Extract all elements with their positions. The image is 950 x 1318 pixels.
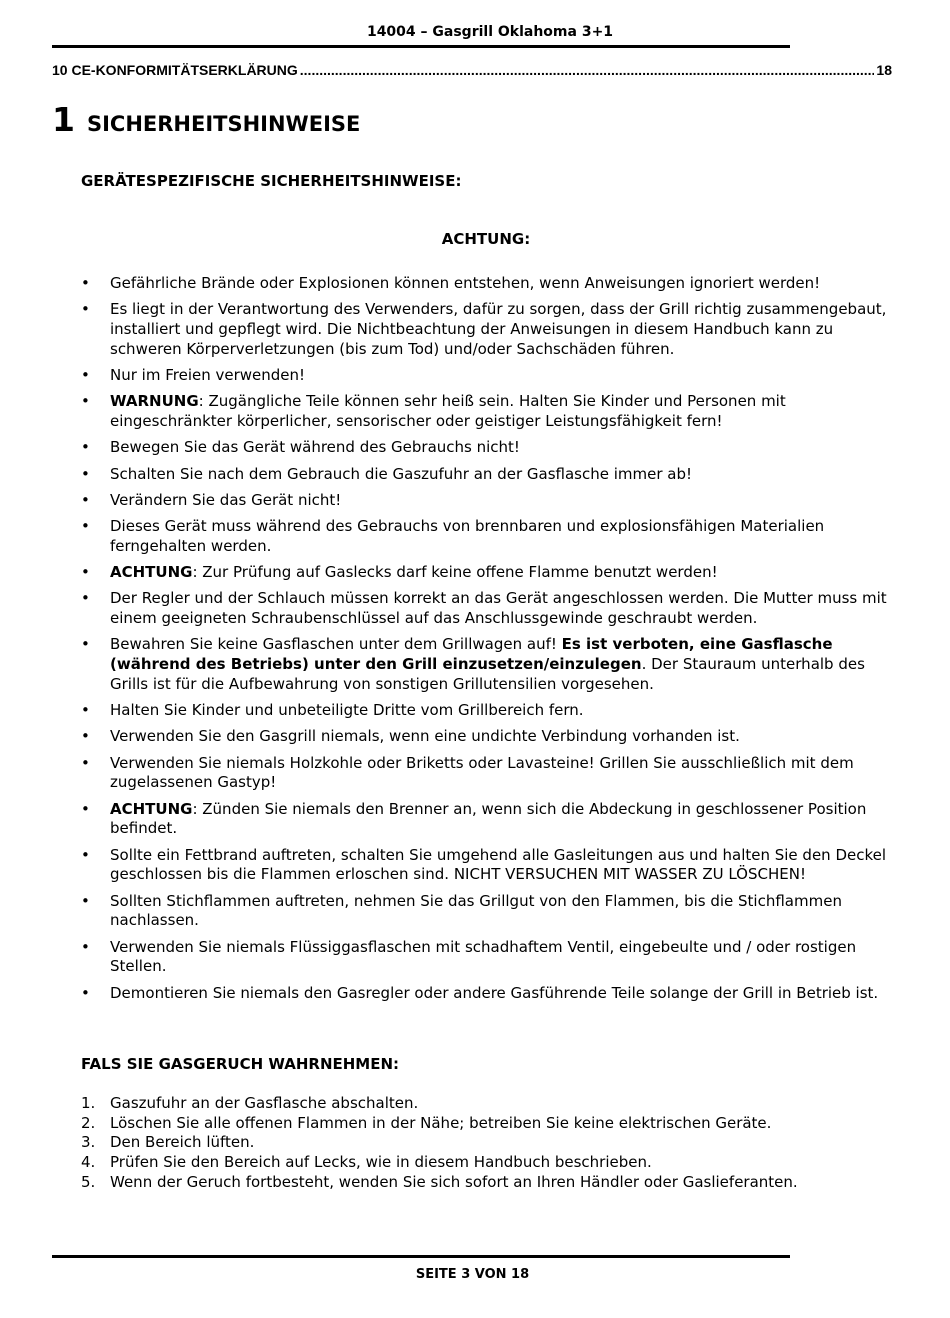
bullet-text: Verändern Sie das Gerät nicht! [110,490,342,509]
bullet-text: Gefährliche Brände oder Explosionen können entstehen, wenn Anweisungen ignoriert werden! [110,274,821,292]
bullet-icon: • [81,937,90,956]
list-item [81,892,901,931]
bullet-icon: • [81,589,90,608]
bullet-text: Verwenden Sie den Gasgrill niemals, wenn eine undichte Verbindung vorhanden ist. [110,727,740,746]
list-item [81,491,901,511]
list-item [81,392,901,431]
chapter-number: 1 [52,100,75,139]
bullet-icon: • [81,274,90,292]
list-item [81,1153,901,1173]
list-item [81,589,901,628]
step-text: Den Bereich lüften. [110,1133,255,1152]
bullet-icon: • [81,983,90,1002]
bullet-text: Es liegt in der Verantwortung des Verwenders, dafür zu sorgen, dass der Grill richtig zusammengebaut, installiert und gepflegt wird. Die Nichtbeachtung der Anweisungen in diesem Handbuch kann zu schweren Körperverletzungen (bis zum Tod) und/oder Sachschäden führen. [110,300,887,358]
step-number: 2. [81,1113,96,1132]
list-item [81,465,901,485]
list-item [81,563,901,583]
list-item [81,300,901,359]
chapter-heading [52,100,360,139]
list-item [81,438,901,458]
bullet-icon: • [81,727,90,746]
bullet-bold-label: WARNUNG [110,392,199,411]
step-text: Wenn der Geruch fortbesteht, wenden Sie sich sofort an Ihren Händler oder Gaslieferanten. [110,1172,798,1191]
bullet-text: : Zugängliche Teile können sehr heiß sein. Halten Sie Kinder und Personen mit eingeschränkter körperlicher, sensorischer oder geistiger Leistungsfähigkeit fern! [110,392,786,430]
toc-entry[interactable] [52,62,892,78]
header-rule [52,45,790,48]
list-item [81,635,901,694]
bullet-icon: • [81,438,90,457]
bullet-icon: • [81,517,90,536]
step-text: Löschen Sie alle offenen Flammen in der Nähe; betreiben Sie keine elektrischen Geräte. [110,1113,772,1132]
bullet-text: : Zünden Sie niemals den Brenner an, wenn sich die Abdeckung in geschlossener Position befindet. [110,799,867,838]
gas-smell-steps-list [81,1094,901,1193]
bullet-text: Sollten Stichflammen auftreten, nehmen Sie das Grillgut von den Flammen, bis die Stichflammen nachlassen. [110,891,842,930]
bullet-icon: • [81,845,90,864]
step-number: 5. [81,1172,96,1191]
toc-leader-dots [300,62,875,78]
list-item [81,938,901,977]
step-text: Prüfen Sie den Bereich auf Lecks, wie in diesem Handbuch beschrieben. [110,1153,652,1172]
safety-bullet-list [81,274,901,1010]
list-item [81,701,901,721]
step-number: 1. [81,1094,96,1112]
bullet-text: Verwenden Sie niemals Flüssiggasflaschen mit schadhaftem Ventil, eingebeulte und / oder rostigen Stellen. [110,937,857,976]
page-footer: SEITE 3 VON 18 [415,1267,530,1282]
list-item [81,1133,901,1153]
list-item [81,984,901,1004]
bullet-text: Nur im Freien verwenden! [110,366,306,384]
bullet-bold-label: ACHTUNG [110,799,193,818]
bullet-text: Schalten Sie nach dem Gebrauch die Gaszufuhr an der Gasflasche immer ab! [110,464,693,483]
bullet-text: Bewegen Sie das Gerät während des Gebrauchs nicht! [110,438,520,457]
list-item [81,517,901,556]
step-number: 3. [81,1133,96,1152]
bullet-icon: • [81,701,90,720]
bullet-text: Sollte ein Fettbrand auftreten, schalten Sie umgehend alle Gasleitungen aus und halten Sie den Deckel geschlossen bis die Flammen erloschen sind. NICHT VERSUCHEN MIT WASSER ZU LÖSCHEN! [110,845,887,884]
bullet-icon: • [81,300,90,319]
list-item [81,800,901,839]
bullet-text: Demontieren Sie niemals den Gasregler oder andere Gasführende Teile solange der Grill in Betrieb ist. [110,983,879,1002]
list-item [81,754,901,793]
toc-entry-page: 18 [876,62,892,78]
footer-rule [52,1255,790,1258]
toc-entry-label: 10 CE-KONFORMITÄTSERKLÄRUNG [52,62,298,78]
bullet-bold-label: ACHTUNG [110,563,193,582]
warning-title: ACHTUNG: [441,230,531,248]
bullet-icon: • [81,464,90,483]
list-item [81,1094,901,1114]
bullet-text: Dieses Gerät muss während des Gebrauchs von brennbaren und explosionsfähigen Materialien ferngehalten werden. [110,517,825,555]
header-title: 14004 – Gasgrill Oklahoma 3+1 [366,24,614,40]
list-item [81,846,901,885]
bullet-icon: • [81,563,90,582]
bullet-text: Verwenden Sie niemals Holzkohle oder Briketts oder Lavasteine! Grillen Sie ausschließlich mit dem zugelassenen Gastyp! [110,753,854,792]
bullet-icon: • [81,799,90,818]
list-item [81,727,901,747]
bullet-icon: • [81,490,90,509]
list-item [81,274,901,294]
bullet-icon: • [81,635,90,654]
bullet-text: Der Regler und der Schlauch müssen korrekt an das Gerät angeschlossen werden. Die Mutter muss mit einem geeigneten Schraubenschlüssel auf das Anschlussgewinde geschraubt werden. [110,589,887,628]
list-item [81,1114,901,1134]
bullet-text: Bewahren Sie keine Gasflaschen unter dem Grillwagen auf! [110,635,562,654]
step-text: Gaszufuhr an der Gasflasche abschalten. [110,1094,419,1112]
bullet-text-after: . Der Stauraum unterhalb des Grills ist für die Aufbewahrung von sonstigen Grillutensilien vorgesehen. [110,655,865,693]
bullet-icon: • [81,753,90,772]
bullet-icon: • [81,891,90,910]
bullet-icon: • [81,392,90,411]
bullet-bold-text: Es ist verboten, eine Gasflasche (während des Betriebs) unter den Grill einzusetzen/einzulegen [110,635,833,674]
step-number: 4. [81,1153,96,1172]
chapter-title: SICHERHEITSHINWEISE [86,112,361,136]
section-heading-gas-smell: FALS SIE GASGERUCH WAHRNEHMEN: [81,1055,400,1073]
bullet-text: Halten Sie Kinder und unbeteiligte Dritte vom Grillbereich fern. [110,701,584,720]
bullet-text: : Zur Prüfung auf Gaslecks darf keine offene Flamme benutzt werden! [192,563,718,582]
list-item [81,1173,901,1193]
bullet-icon: • [81,366,90,384]
section-heading-device-safety: GERÄTESPEZIFISCHE SICHERHEITSHINWEISE: [81,172,462,190]
list-item [81,366,901,386]
